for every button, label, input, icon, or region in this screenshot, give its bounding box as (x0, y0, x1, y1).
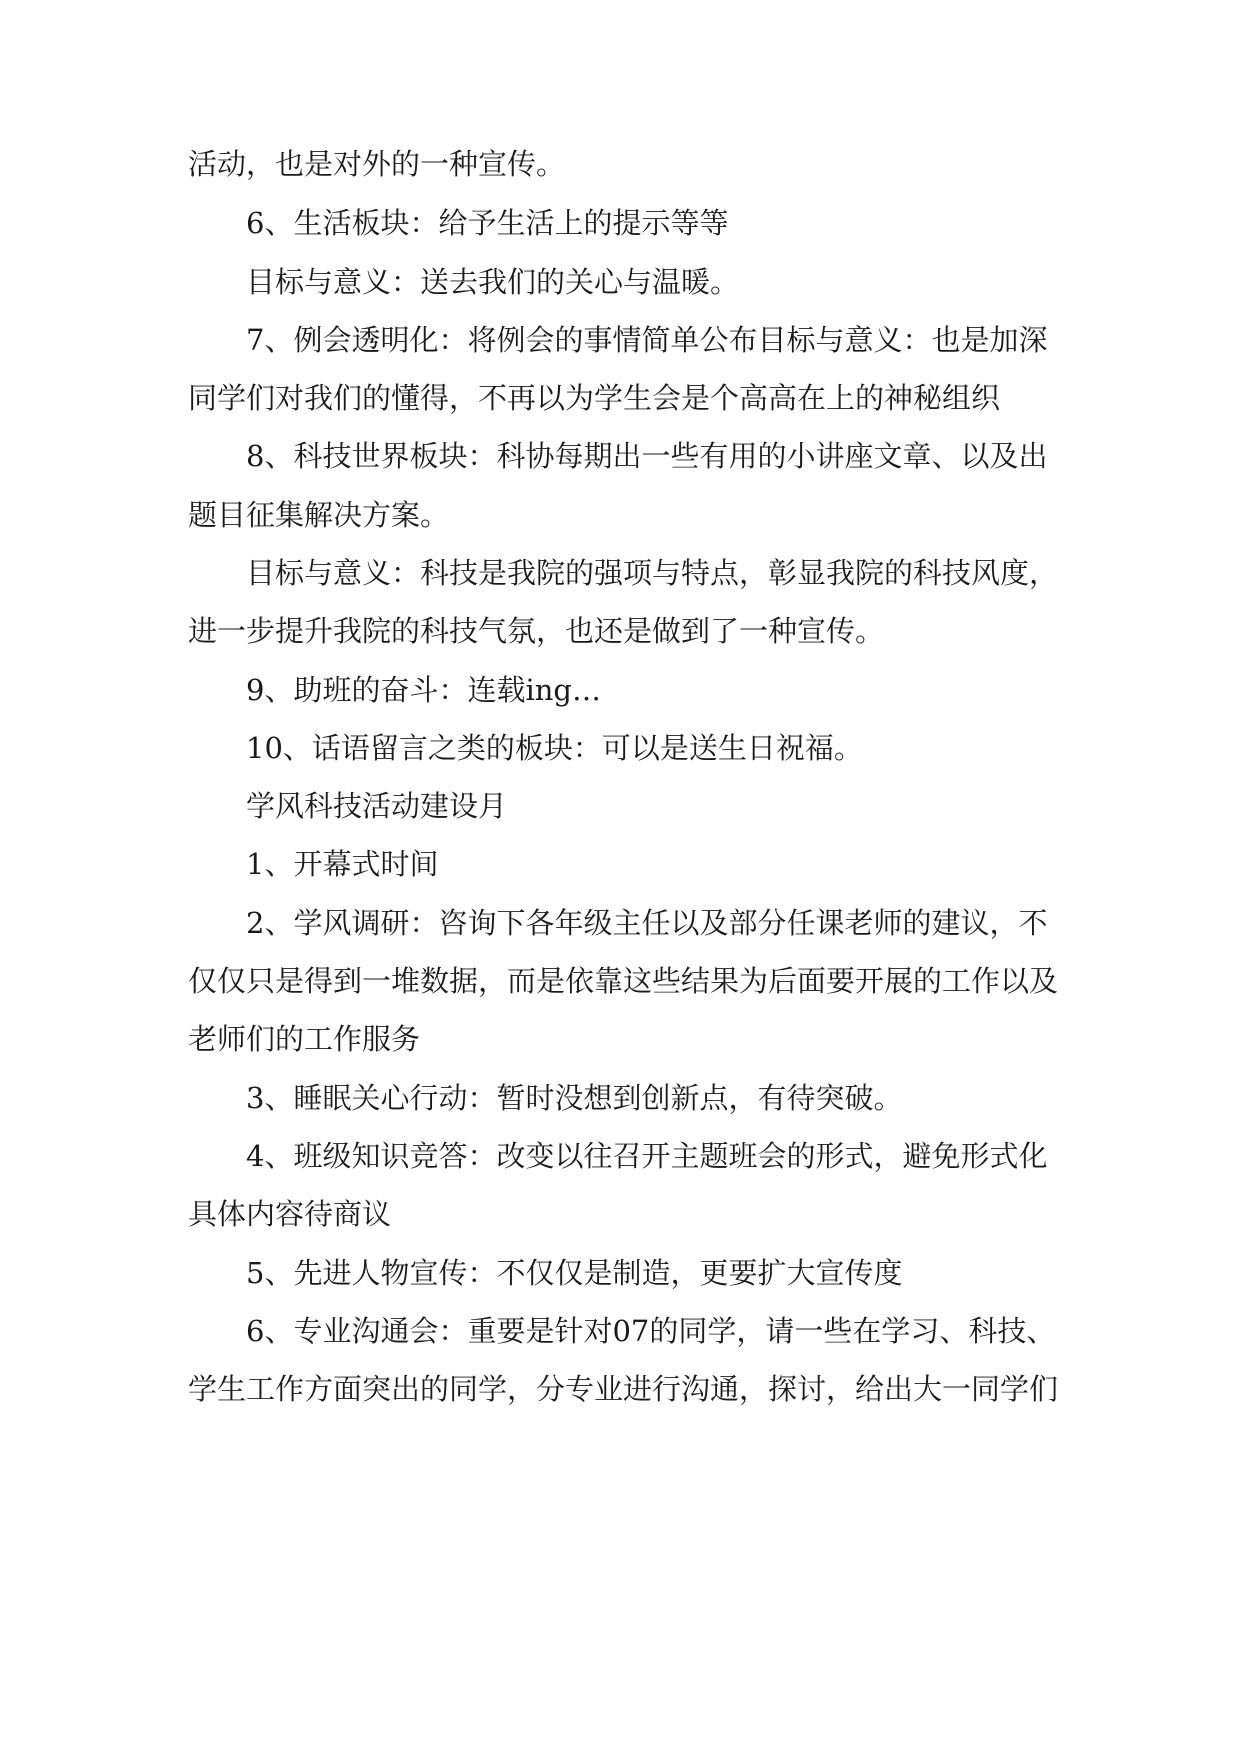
text-line: 活动，也是对外的一种宣传。 (188, 147, 566, 181)
text-line: 8、科技世界板块：科协每期出一些有用的小讲座文章、以及出 (246, 439, 1048, 473)
text-line: 目标与意义：送去我们的关心与温暖。 (246, 265, 740, 299)
text-line: 3、睡眠关心行动：暂时没想到创新点，有待突破。 (246, 1081, 903, 1115)
text-line: 7、例会透明化：将例会的事情简单公布目标与意义：也是加深 (246, 323, 1048, 357)
text-line: 5、先进人物宣传：不仅仅是制造，更要扩大宣传度 (246, 1256, 903, 1290)
section-heading: 学风科技活动建设月 (246, 789, 508, 823)
text-line: 6、专业沟通会：重要是针对07的同学，请一些在学习、科技、 (246, 1314, 1056, 1348)
text-line: 题目征集解决方案。 (188, 498, 450, 532)
text-line: 4、班级知识竞答：改变以往召开主题班会的形式，避免形式化 (246, 1139, 1048, 1173)
text-line: 老师们的工作服务 (188, 1022, 421, 1056)
text-line: 9、助班的奋斗：连载ing… (246, 673, 601, 707)
text-line: 进一步提升我院的科技气氛，也还是做到了一种宣传。 (188, 614, 885, 648)
text-line: 2、学风调研：咨询下各年级主任以及部分任课老师的建议，不 (246, 906, 1048, 940)
text-line: 仅仅只是得到一堆数据，而是依靠这些结果为后面要开展的工作以及 (188, 964, 1059, 998)
text-line: 6、生活板块：给予生活上的提示等等 (246, 206, 729, 240)
text-line: 10、话语留言之类的板块：可以是送生日祝福。 (246, 731, 863, 765)
text-line: 学生工作方面突出的同学，分专业进行沟通，探讨，给出大一同学们 (188, 1372, 1059, 1406)
text-line: 目标与意义：科技是我院的强项与特点，彰显我院的科技风度， (246, 556, 1059, 590)
text-line: 同学们对我们的懂得，不再以为学生会是个高高在上的神秘组织 (188, 381, 1001, 415)
text-line: 1、开幕式时间 (246, 847, 439, 881)
text-line: 具体内容待商议 (188, 1197, 392, 1231)
